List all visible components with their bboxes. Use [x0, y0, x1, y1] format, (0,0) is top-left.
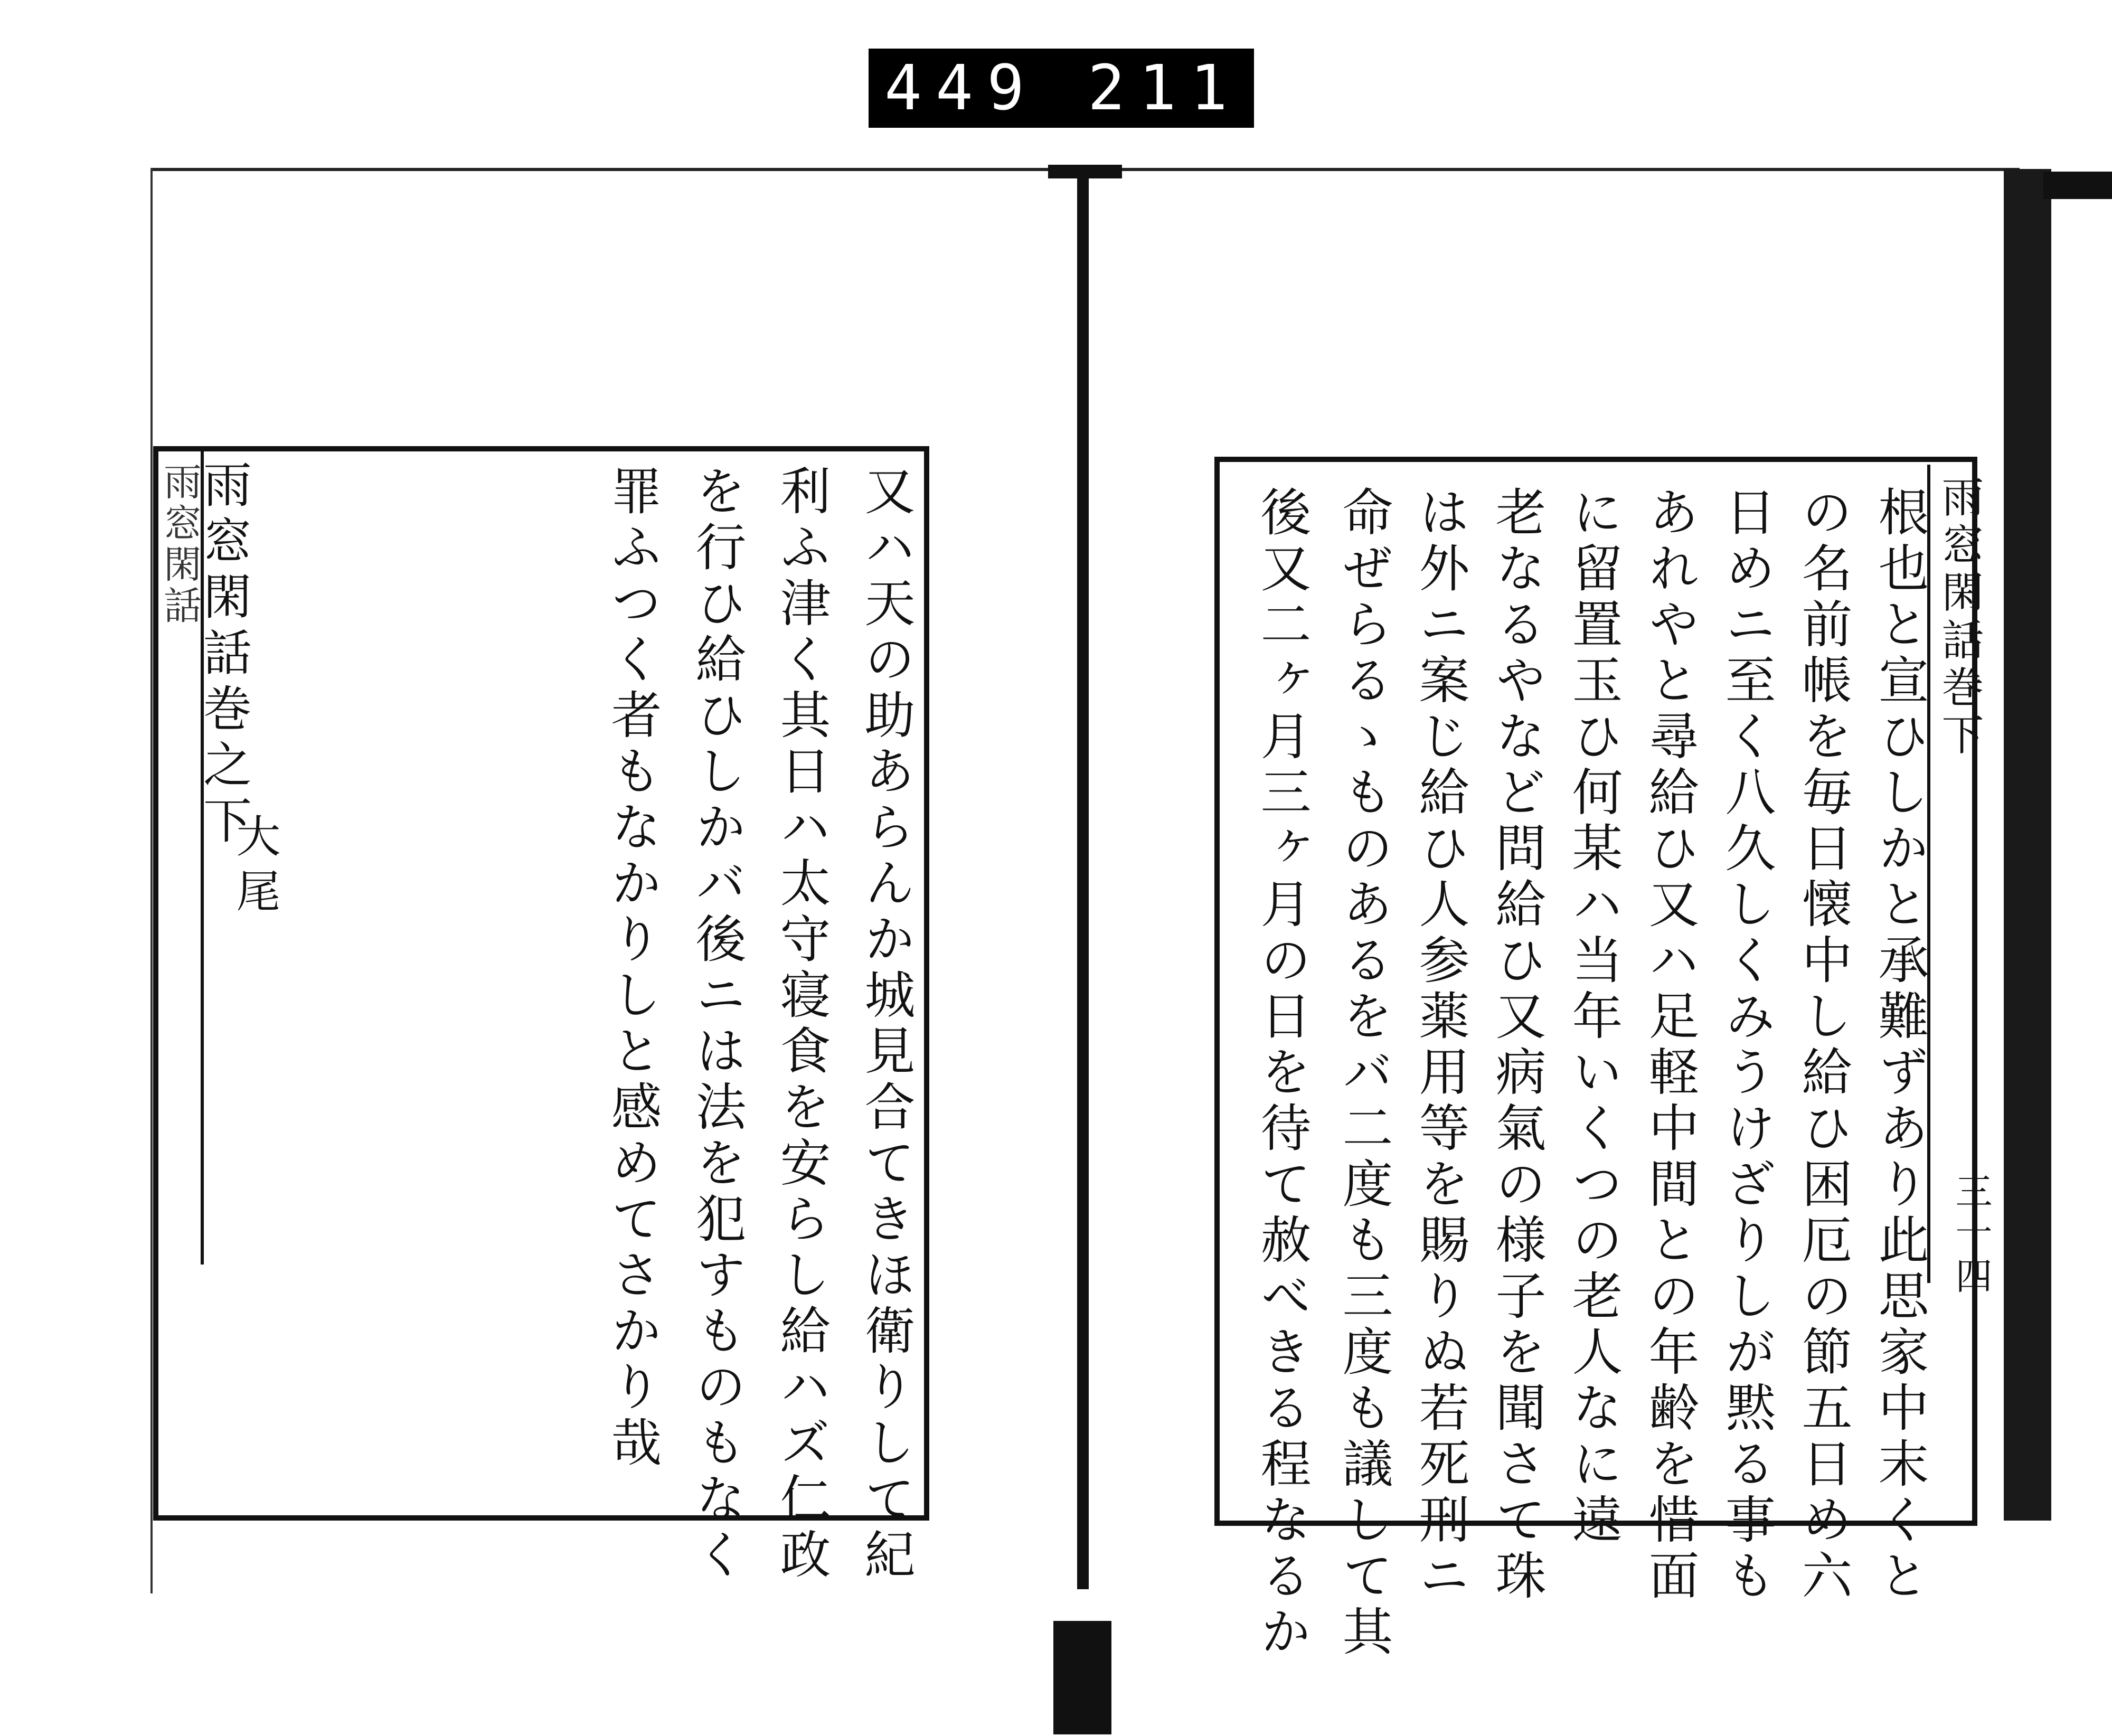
frame-number-right: 211 — [1087, 51, 1241, 124]
right-text-column-6: 老なるやなど問給ひ又病氣の様子を聞さて珠 — [1487, 486, 1547, 1605]
left-text-column-2: 利ふ津く其日ハ太守寝食を安らし給ハズ仁政 — [772, 465, 831, 1584]
left-text-column-4: 罪ふつく者もなかりしと感めてさかり哉 — [603, 465, 662, 1472]
right-text-column-9: 後又二ヶ月三ヶ月の日を待て赦べきる程なるか — [1252, 486, 1312, 1661]
right-text-column-1: 根也と宣ひしかと承難ずあり此思家中末くと — [1870, 486, 1929, 1605]
volume-title: 雨窓閑話巻之下 — [195, 459, 252, 851]
binding-foot — [1053, 1621, 1111, 1734]
right-text-column-2: の名前帳を毎日懐中し給ひ困厄の節五日め六 — [1794, 486, 1853, 1605]
page-stack-edge — [2004, 169, 2051, 1521]
frame-number-label — [869, 49, 1254, 128]
folio-number: 三十四 — [1949, 1172, 1993, 1299]
right-text-column-5: に留置玉ひ何某ハ当年いくつの老人なに遠 — [1564, 486, 1623, 1549]
right-text-column-4: あれやと尋給ひ又ハ足軽中間との年齢を惜面 — [1640, 486, 1700, 1605]
left-text-column-1: 又ハ天の助あらんか城見合てきほ衛りして紀 — [856, 465, 916, 1584]
right-text-column-3: 日めニ至く八久しくみうけざりしが黙る事も — [1717, 486, 1776, 1605]
frame-number-left: 449 — [884, 51, 1039, 124]
right-text-column-8: 命ぜらるゝものあるをバ二度も三度も議して其 — [1334, 486, 1393, 1661]
right-margin-title: 雨窓閑話巻下 — [1935, 475, 1984, 760]
page-stack-tab — [2043, 172, 2112, 199]
binding-gutter — [1077, 174, 1089, 1589]
volume-end-mark: 大尾 — [229, 813, 281, 923]
left-text-column-3: を行ひ給ひしかバ後ニは法を犯すものもなく — [687, 465, 747, 1584]
left-margin-title: 雨窓閑話 — [157, 462, 202, 627]
right-text-column-7: は外ニ案じ給ひ人参薬用等を賜りぬ若死刑ニ — [1411, 486, 1470, 1605]
